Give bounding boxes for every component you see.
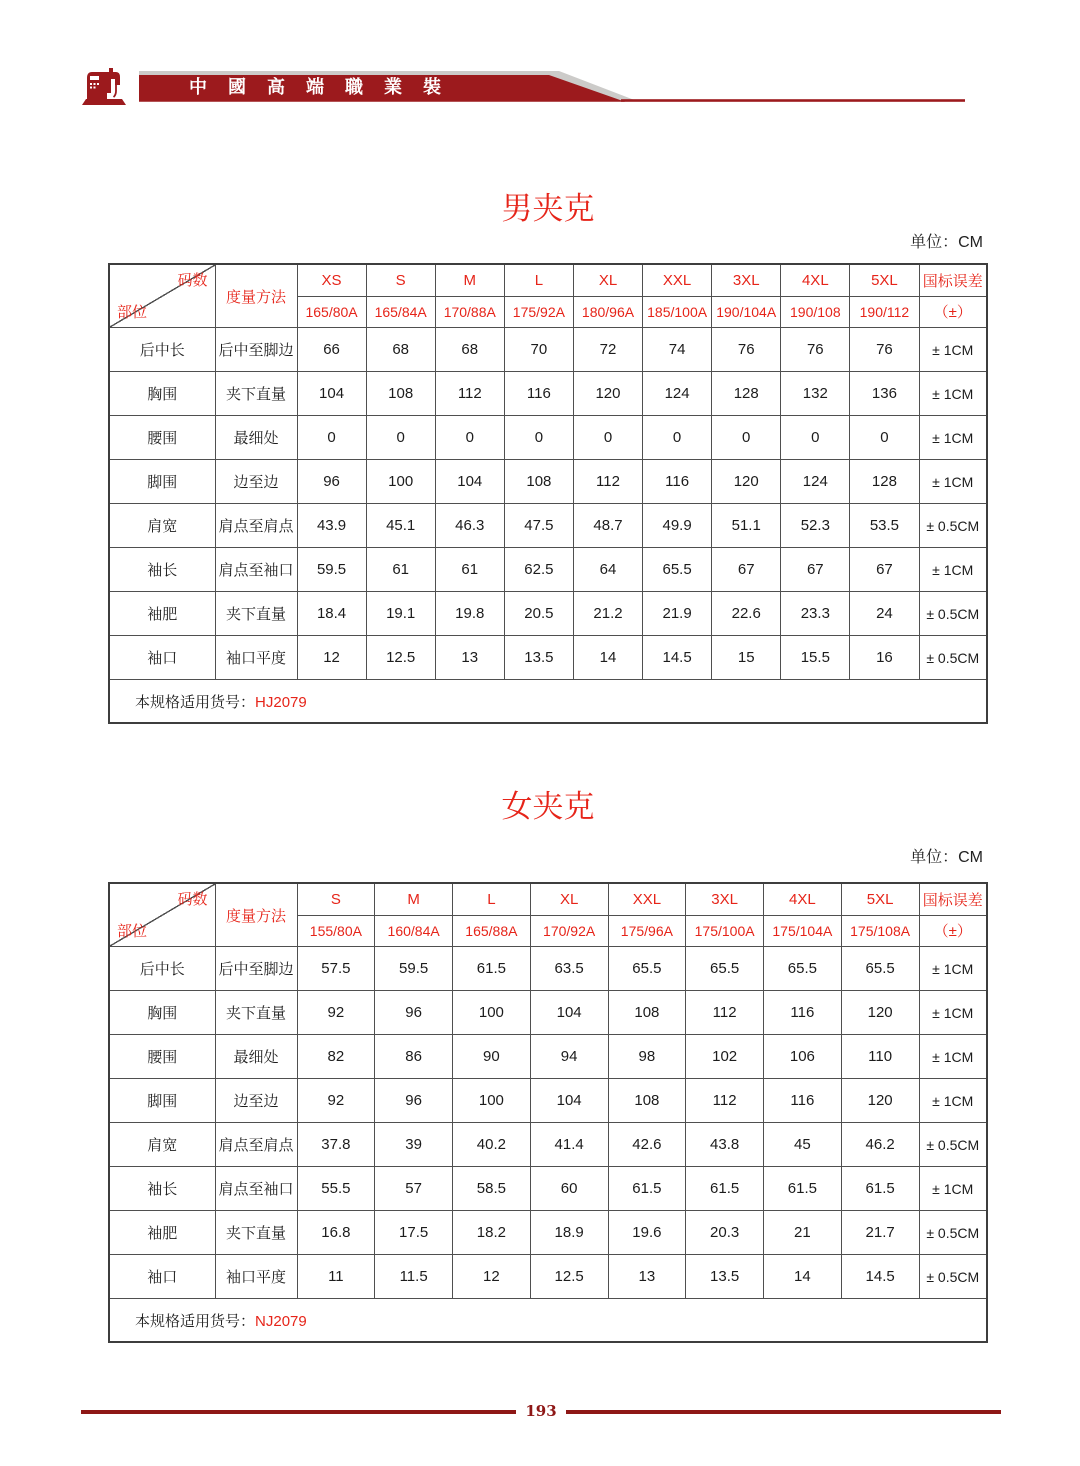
value-cell: 45.1 [366, 504, 435, 548]
corner-cell [109, 883, 215, 947]
method-label: 肩点至肩点 [215, 1123, 297, 1167]
method-label: 袖口平度 [215, 636, 297, 680]
value-cell: 21.2 [573, 592, 642, 636]
method-label: 肩点至袖口 [215, 1167, 297, 1211]
value-cell: 104 [530, 991, 608, 1035]
value-cell: 67 [781, 548, 850, 592]
value-cell: 12 [453, 1255, 531, 1299]
part-label: 脚围 [109, 460, 215, 504]
size-header: 4XL [781, 264, 850, 296]
men-size-table [108, 263, 988, 724]
value-cell: 14.5 [643, 636, 712, 680]
part-label: 袖长 [109, 1167, 215, 1211]
men-jacket-title: 男夹克 [501, 191, 595, 226]
value-cell: 46.3 [435, 504, 504, 548]
value-cell: 15.5 [781, 636, 850, 680]
value-cell: 124 [781, 460, 850, 504]
value-cell: 108 [608, 1079, 686, 1123]
part-label: 后中长 [109, 947, 215, 991]
value-cell: 59.5 [375, 947, 453, 991]
value-cell: 66 [297, 328, 366, 372]
size-spec: 165/80A [297, 296, 366, 328]
tolerance-sub: （±） [919, 296, 987, 328]
value-cell: 57 [375, 1167, 453, 1211]
value-cell: 0 [643, 416, 712, 460]
value-cell: 72 [573, 328, 642, 372]
value-cell: 136 [850, 372, 919, 416]
value-cell: 48.7 [573, 504, 642, 548]
applicable-code-row: 本规格适用货号：NJ2079 [109, 1299, 987, 1343]
part-label: 袖口 [109, 1255, 215, 1299]
tolerance-cell: ± 0.5CM [919, 504, 987, 548]
value-cell: 116 [764, 991, 842, 1035]
method-header: 度量方法 [215, 883, 297, 947]
value-cell: 116 [504, 372, 573, 416]
method-label: 后中至脚边 [215, 328, 297, 372]
value-cell: 61.5 [686, 1167, 764, 1211]
tolerance-cell: ± 1CM [919, 548, 987, 592]
size-spec: 190/104A [712, 296, 781, 328]
part-label: 腰围 [109, 1035, 215, 1079]
tolerance-cell: ± 0.5CM [919, 1255, 987, 1299]
value-cell: 94 [530, 1035, 608, 1079]
value-cell: 82 [297, 1035, 375, 1079]
value-cell: 0 [573, 416, 642, 460]
value-cell: 14 [764, 1255, 842, 1299]
method-header: 度量方法 [215, 264, 297, 328]
size-spec: 165/88A [453, 915, 531, 947]
part-label: 胸围 [109, 372, 215, 416]
corner-cell [109, 264, 215, 328]
value-cell: 104 [297, 372, 366, 416]
method-label: 最细处 [215, 1035, 297, 1079]
sewing-machine-logo-icon [80, 66, 128, 106]
value-cell: 58.5 [453, 1167, 531, 1211]
value-cell: 0 [712, 416, 781, 460]
corner-size-label: 码数 [177, 891, 208, 908]
value-cell: 22.6 [712, 592, 781, 636]
value-cell: 86 [375, 1035, 453, 1079]
value-cell: 12.5 [366, 636, 435, 680]
value-cell: 104 [530, 1079, 608, 1123]
value-cell: 110 [841, 1035, 919, 1079]
product-code: NJ2079 [255, 1312, 307, 1330]
value-cell: 53.5 [850, 504, 919, 548]
size-header: M [375, 883, 453, 915]
value-cell: 39 [375, 1123, 453, 1167]
page-number: 193 [525, 1402, 557, 1420]
tolerance-cell: ± 1CM [919, 947, 987, 991]
value-cell: 21.7 [841, 1211, 919, 1255]
value-cell: 61.5 [764, 1167, 842, 1211]
size-spec: 175/96A [608, 915, 686, 947]
value-cell: 0 [435, 416, 504, 460]
tolerance-cell: ± 1CM [919, 1035, 987, 1079]
part-label: 袖长 [109, 548, 215, 592]
value-cell: 132 [781, 372, 850, 416]
tolerance-cell: ± 0.5CM [919, 1211, 987, 1255]
size-header: M [435, 264, 504, 296]
value-cell: 70 [504, 328, 573, 372]
value-cell: 68 [366, 328, 435, 372]
women-size-table [108, 882, 988, 1343]
value-cell: 13 [435, 636, 504, 680]
value-cell: 15 [712, 636, 781, 680]
size-spec: 180/96A [573, 296, 642, 328]
value-cell: 100 [453, 991, 531, 1035]
value-cell: 0 [850, 416, 919, 460]
size-header: XXL [608, 883, 686, 915]
method-label: 边至边 [215, 460, 297, 504]
value-cell: 18.9 [530, 1211, 608, 1255]
value-cell: 0 [366, 416, 435, 460]
value-cell: 12.5 [530, 1255, 608, 1299]
part-label: 腰围 [109, 416, 215, 460]
value-cell: 13.5 [504, 636, 573, 680]
value-cell: 23.3 [781, 592, 850, 636]
value-cell: 0 [504, 416, 573, 460]
size-header: 4XL [764, 883, 842, 915]
tolerance-cell: ± 1CM [919, 1167, 987, 1211]
value-cell: 19.1 [366, 592, 435, 636]
value-cell: 19.6 [608, 1211, 686, 1255]
method-label: 夹下直量 [215, 991, 297, 1035]
value-cell: 106 [764, 1035, 842, 1079]
value-cell: 16.8 [297, 1211, 375, 1255]
value-cell: 41.4 [530, 1123, 608, 1167]
size-header: 3XL [686, 883, 764, 915]
value-cell: 61.5 [453, 947, 531, 991]
value-cell: 61 [366, 548, 435, 592]
method-label: 后中至脚边 [215, 947, 297, 991]
size-header: XXL [643, 264, 712, 296]
page-footer-rule [81, 1404, 1001, 1419]
tolerance-cell: ± 0.5CM [919, 592, 987, 636]
value-cell: 120 [573, 372, 642, 416]
value-cell: 102 [686, 1035, 764, 1079]
corner-part-label: 部位 [117, 304, 148, 321]
size-header: L [453, 883, 531, 915]
value-cell: 47.5 [504, 504, 573, 548]
value-cell: 120 [841, 1079, 919, 1123]
value-cell: 20.5 [504, 592, 573, 636]
value-cell: 112 [686, 991, 764, 1035]
value-cell: 108 [504, 460, 573, 504]
size-header: S [366, 264, 435, 296]
value-cell: 76 [781, 328, 850, 372]
size-spec: 190/108 [781, 296, 850, 328]
value-cell: 67 [712, 548, 781, 592]
method-label: 最细处 [215, 416, 297, 460]
value-cell: 120 [712, 460, 781, 504]
size-spec: 175/108A [841, 915, 919, 947]
value-cell: 90 [453, 1035, 531, 1079]
value-cell: 76 [712, 328, 781, 372]
value-cell: 37.8 [297, 1123, 375, 1167]
value-cell: 112 [573, 460, 642, 504]
tolerance-cell: ± 1CM [919, 372, 987, 416]
size-spec: 170/92A [530, 915, 608, 947]
value-cell: 20.3 [686, 1211, 764, 1255]
value-cell: 60 [530, 1167, 608, 1211]
value-cell: 42.6 [608, 1123, 686, 1167]
value-cell: 11 [297, 1255, 375, 1299]
value-cell: 96 [375, 991, 453, 1035]
value-cell: 108 [366, 372, 435, 416]
applicable-code-row: 本规格适用货号：HJ2079 [109, 680, 987, 724]
method-label: 肩点至袖口 [215, 548, 297, 592]
tolerance-sub: （±） [919, 915, 987, 947]
header-banner [139, 70, 965, 104]
tolerance-cell: ± 1CM [919, 328, 987, 372]
part-label: 肩宽 [109, 1123, 215, 1167]
value-cell: 62.5 [504, 548, 573, 592]
value-cell: 49.9 [643, 504, 712, 548]
value-cell: 100 [366, 460, 435, 504]
value-cell: 61.5 [841, 1167, 919, 1211]
part-label: 后中长 [109, 328, 215, 372]
size-header: XS [297, 264, 366, 296]
part-label: 袖肥 [109, 1211, 215, 1255]
value-cell: 13.5 [686, 1255, 764, 1299]
value-cell: 21 [764, 1211, 842, 1255]
value-cell: 55.5 [297, 1167, 375, 1211]
value-cell: 96 [297, 460, 366, 504]
size-header: S [297, 883, 375, 915]
value-cell: 68 [435, 328, 504, 372]
tolerance-header: 国标误差 [919, 883, 987, 915]
method-label: 夹下直量 [215, 592, 297, 636]
size-header: XL [530, 883, 608, 915]
part-label: 脚围 [109, 1079, 215, 1123]
value-cell: 43.8 [686, 1123, 764, 1167]
value-cell: 18.4 [297, 592, 366, 636]
value-cell: 65.5 [608, 947, 686, 991]
value-cell: 0 [781, 416, 850, 460]
value-cell: 14 [573, 636, 642, 680]
method-label: 边至边 [215, 1079, 297, 1123]
value-cell: 64 [573, 548, 642, 592]
method-label: 夹下直量 [215, 1211, 297, 1255]
value-cell: 0 [297, 416, 366, 460]
brand-title: 中國高端職業裝 [189, 77, 462, 97]
value-cell: 24 [850, 592, 919, 636]
corner-part-label: 部位 [117, 923, 148, 940]
size-spec: 175/100A [686, 915, 764, 947]
part-label: 肩宽 [109, 504, 215, 548]
tolerance-cell: ± 0.5CM [919, 1123, 987, 1167]
value-cell: 112 [686, 1079, 764, 1123]
value-cell: 124 [643, 372, 712, 416]
product-code: HJ2079 [255, 693, 307, 711]
value-cell: 108 [608, 991, 686, 1035]
part-label: 胸围 [109, 991, 215, 1035]
value-cell: 65.5 [686, 947, 764, 991]
method-label: 夹下直量 [215, 372, 297, 416]
value-cell: 92 [297, 1079, 375, 1123]
value-cell: 128 [712, 372, 781, 416]
size-spec: 185/100A [643, 296, 712, 328]
footer-line-left [81, 1410, 516, 1414]
value-cell: 76 [850, 328, 919, 372]
size-header: 3XL [712, 264, 781, 296]
value-cell: 18.2 [453, 1211, 531, 1255]
value-cell: 92 [297, 991, 375, 1035]
tolerance-cell: ± 1CM [919, 460, 987, 504]
footer-line-right [566, 1410, 1001, 1414]
method-label: 肩点至肩点 [215, 504, 297, 548]
value-cell: 45 [764, 1123, 842, 1167]
value-cell: 13 [608, 1255, 686, 1299]
value-cell: 65.5 [764, 947, 842, 991]
corner-size-label: 码数 [177, 272, 208, 289]
value-cell: 100 [453, 1079, 531, 1123]
value-cell: 11.5 [375, 1255, 453, 1299]
value-cell: 61 [435, 548, 504, 592]
tolerance-cell: ± 1CM [919, 991, 987, 1035]
value-cell: 17.5 [375, 1211, 453, 1255]
men-unit-label: 单位：CM [910, 234, 983, 251]
tolerance-cell: ± 0.5CM [919, 636, 987, 680]
value-cell: 51.1 [712, 504, 781, 548]
size-header: 5XL [841, 883, 919, 915]
size-spec: 165/84A [366, 296, 435, 328]
value-cell: 12 [297, 636, 366, 680]
value-cell: 96 [375, 1079, 453, 1123]
size-spec: 170/88A [435, 296, 504, 328]
value-cell: 63.5 [530, 947, 608, 991]
women-jacket-title: 女夹克 [501, 789, 595, 824]
value-cell: 61.5 [608, 1167, 686, 1211]
value-cell: 112 [435, 372, 504, 416]
value-cell: 104 [435, 460, 504, 504]
size-header: 5XL [850, 264, 919, 296]
size-spec: 160/84A [375, 915, 453, 947]
part-label: 袖肥 [109, 592, 215, 636]
value-cell: 65.5 [841, 947, 919, 991]
value-cell: 52.3 [781, 504, 850, 548]
tolerance-cell: ± 1CM [919, 416, 987, 460]
size-spec: 175/92A [504, 296, 573, 328]
part-label: 袖口 [109, 636, 215, 680]
value-cell: 57.5 [297, 947, 375, 991]
value-cell: 67 [850, 548, 919, 592]
size-header: XL [573, 264, 642, 296]
value-cell: 120 [841, 991, 919, 1035]
method-label: 袖口平度 [215, 1255, 297, 1299]
value-cell: 40.2 [453, 1123, 531, 1167]
value-cell: 14.5 [841, 1255, 919, 1299]
value-cell: 43.9 [297, 504, 366, 548]
value-cell: 74 [643, 328, 712, 372]
size-header: L [504, 264, 573, 296]
value-cell: 128 [850, 460, 919, 504]
size-spec: 155/80A [297, 915, 375, 947]
tolerance-header: 国标误差 [919, 264, 987, 296]
value-cell: 21.9 [643, 592, 712, 636]
value-cell: 65.5 [643, 548, 712, 592]
value-cell: 19.8 [435, 592, 504, 636]
value-cell: 116 [764, 1079, 842, 1123]
value-cell: 59.5 [297, 548, 366, 592]
tolerance-cell: ± 1CM [919, 1079, 987, 1123]
value-cell: 16 [850, 636, 919, 680]
value-cell: 116 [643, 460, 712, 504]
size-spec: 175/104A [764, 915, 842, 947]
women-unit-label: 单位：CM [910, 849, 983, 866]
value-cell: 46.2 [841, 1123, 919, 1167]
value-cell: 98 [608, 1035, 686, 1079]
size-spec: 190/112 [850, 296, 919, 328]
